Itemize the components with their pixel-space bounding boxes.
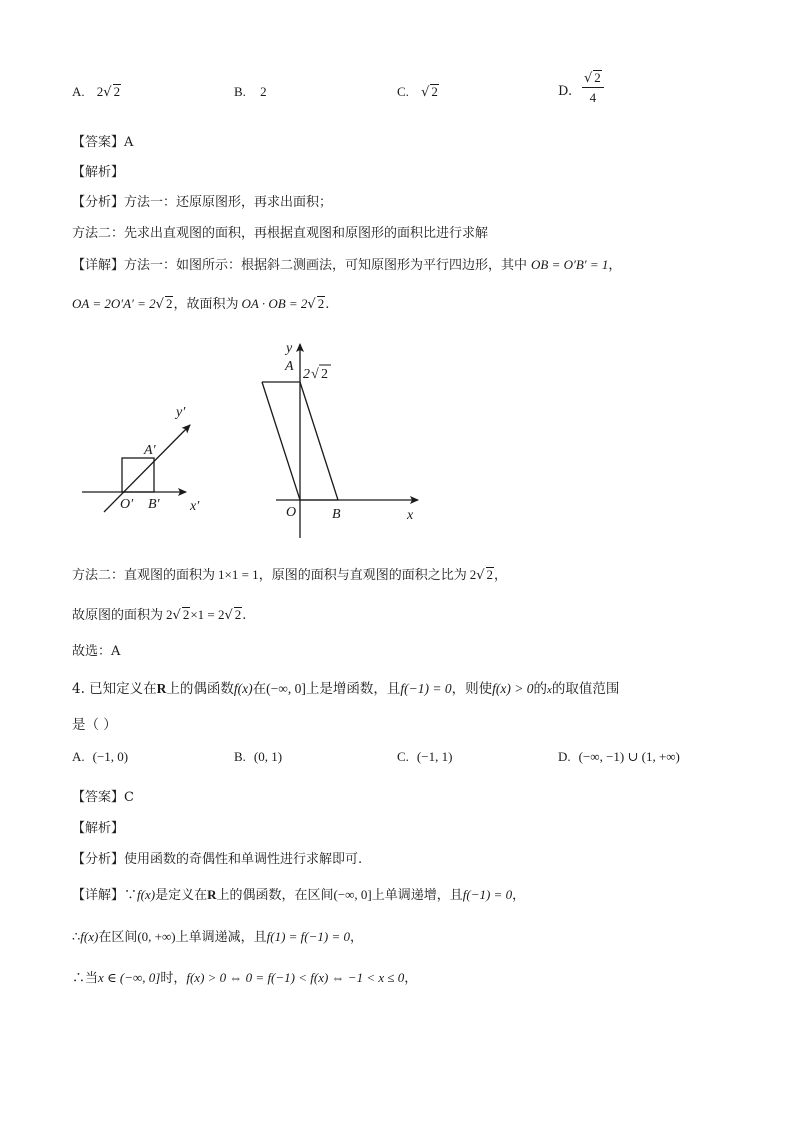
q4-detail-line2 — [72, 926, 363, 945]
detail-text: 【详解】方法一：如图所示：根据斜二测画法，可知原图形为平行四边形，其中 — [72, 258, 528, 273]
detail-equation: OA = 2O′A′ = 2 — [72, 296, 156, 311]
q4-inequality: f(x) > 0 — [492, 681, 534, 696]
q4-detail-condition: x ∈ (−∞, 0] — [98, 970, 161, 985]
q4-detail-text: ， — [404, 971, 418, 986]
q4-interval: (−∞, 0] — [266, 681, 306, 696]
sqrt-sign: √ — [584, 71, 593, 86]
sqrt-sign: √ — [224, 608, 233, 623]
option-label: A. — [72, 749, 85, 764]
q4-detail-interval: (0, +∞) — [137, 929, 176, 944]
q4-variable: x — [546, 684, 552, 696]
q4-detail-equation: f(1) = f(−1) = 0 — [266, 929, 350, 944]
q4-stem-line2: 是（ ） — [72, 717, 117, 733]
detail-end: ， — [608, 258, 622, 273]
q4-detail-line3 — [72, 967, 417, 986]
sqrt-sign: √ — [103, 85, 112, 100]
method2-text: ，原图的面积与直观图的面积之比为 — [258, 568, 467, 583]
detail-text: ，故面积为 — [173, 297, 239, 312]
q4-text: ，则使 — [451, 681, 493, 697]
q4-text: 4. 已知定义在 — [72, 681, 157, 697]
option-label: C. — [397, 84, 409, 99]
option-value: (−1, 0) — [92, 749, 129, 764]
q3-detail-line1 — [72, 254, 621, 273]
method2-coef: 2 — [469, 567, 477, 582]
q4-option-d — [558, 749, 680, 765]
point-a-label: A — [285, 359, 294, 374]
q4-detail-text: 上的偶函数，在区间 — [216, 888, 334, 903]
option-value: (−∞, −1) ∪ (1, +∞) — [578, 749, 680, 764]
radicand: 2 — [431, 84, 438, 99]
sqrt-sign: √ — [172, 608, 181, 623]
method2-equation: ×1 = 2 — [190, 607, 225, 622]
option-label: D. — [558, 749, 571, 764]
q4-detail-text: ， — [349, 930, 363, 945]
sqrt-sign: √ — [476, 568, 485, 583]
q3-analysis-heading: 【解析】 — [72, 165, 125, 180]
q3-method2-intro: 方法二：先求出直观图的面积，再根据直观图和原图形的面积比进行求解 — [72, 226, 489, 241]
q3-option-d-fraction — [582, 70, 604, 106]
q4-detail-function: f(x) — [80, 929, 99, 944]
intuitive-figure — [82, 405, 200, 514]
q4-equation: f(−1) = 0 — [400, 681, 452, 696]
origin-prime-label: O′ — [120, 497, 134, 512]
point-b-prime-label: B′ — [148, 497, 160, 512]
sqrt-sign: √ — [421, 85, 430, 100]
option-value: (−1, 1) — [416, 749, 453, 764]
q3-detail-line2 — [72, 293, 329, 312]
denominator: 4 — [589, 90, 597, 105]
q4-detail-function: f(x) — [137, 887, 156, 902]
option-value: (0, 1) — [253, 749, 283, 764]
q4-detail-text: 【详解】∵ — [72, 888, 138, 903]
radicand: 2 — [234, 607, 242, 622]
method2-end: ， — [494, 568, 508, 583]
q4-detail-text: ∴ — [72, 930, 81, 945]
q4-detail-text: ， — [512, 888, 526, 903]
option-label: A. — [72, 84, 85, 99]
detail-end: . — [325, 297, 330, 312]
origin-label: O — [286, 505, 297, 520]
sqrt-sign: √ — [155, 297, 164, 312]
radicand: 2 — [182, 607, 190, 622]
detail-equation: OA · OB = 2 — [241, 296, 308, 311]
q4-detail-equation: f(−1) = 0 — [462, 887, 513, 902]
q4-fenxi: 【分析】使用函数的奇偶性和单调性进行求解即可. — [72, 852, 363, 867]
q3-option-b — [234, 84, 267, 100]
square-shape — [122, 458, 154, 492]
q4-set-r: R — [156, 681, 167, 696]
q4-detail-text: ∴当 — [72, 971, 99, 986]
q4-text: 在 — [252, 681, 267, 697]
q4-text: 上是增函数，且 — [305, 681, 401, 697]
q4-detail-text: 是定义在 — [155, 888, 208, 903]
q4-option-b — [234, 749, 282, 765]
point-a-prime-label: A′ — [144, 443, 156, 458]
method2-text: 方法二：直观图的面积为 — [72, 568, 216, 583]
original-figure — [262, 341, 418, 538]
q3-figure — [0, 330, 794, 560]
method2-end: . — [242, 608, 247, 623]
q4-detail-interval: (−∞, 0] — [333, 887, 372, 902]
q4-set-r: R — [207, 887, 217, 902]
option-coef: 2 — [96, 84, 104, 99]
q3-select: 故选：A — [72, 644, 121, 659]
q4-text: 的取值范围 — [551, 681, 620, 697]
radicand: 2 — [165, 296, 173, 311]
q4-stem-line1 — [72, 677, 619, 697]
q4-answer: 【答案】C — [72, 790, 134, 805]
radicand: 2 — [317, 296, 325, 311]
q4-analysis-heading: 【解析】 — [72, 821, 125, 836]
q3-fenxi: 【分析】方法一：还原原图形，再求出面积； — [72, 195, 333, 210]
radicand: 2 — [113, 84, 121, 99]
option-value: 2 — [260, 84, 267, 99]
x-prime-label: x′ — [190, 499, 200, 514]
sqrt-sign: √ — [307, 297, 316, 312]
q4-option-c — [397, 749, 452, 765]
q4-detail-text: 上单调递增，且 — [371, 888, 463, 903]
q4-detail-text: 在区间 — [98, 930, 138, 945]
detail-equation: OB = O′B′ = 1 — [531, 257, 609, 272]
point-b-label: B — [332, 507, 341, 522]
q4-detail-line1 — [72, 884, 525, 903]
q4-option-a — [72, 749, 128, 765]
q4-text: 的 — [533, 681, 547, 697]
method2-text: 故原图的面积为 — [72, 608, 164, 623]
height-rad-label: 2 — [321, 367, 328, 382]
option-label: C. — [397, 749, 409, 764]
q4-detail-text: 上单调递减，且 — [175, 930, 267, 945]
method2-equation: 1×1 = 1 — [218, 567, 259, 582]
radicand: 2 — [486, 567, 493, 582]
q4-detail-equation: f(x) > 0 ⇔ 0 = f(−1) < f(x) ⇔ −1 < x ≤ 0 — [186, 970, 405, 985]
option-label: B. — [234, 84, 246, 99]
q3-option-d-label: D. — [558, 84, 573, 99]
q4-function: f(x) — [233, 681, 253, 696]
y-prime-label: y′ — [176, 405, 186, 420]
q4-detail-text: 时， — [160, 971, 187, 986]
q3-option-a — [72, 84, 121, 100]
q3-answer: 【答案】A — [72, 135, 134, 150]
y-prime-axis — [104, 425, 190, 512]
height-sqrt-sign: √ — [311, 367, 319, 382]
q3-method2-line2 — [72, 604, 246, 623]
q4-text: 上的偶函数 — [166, 681, 234, 697]
y-axis-label: y — [286, 341, 293, 356]
x-axis-label: x — [407, 508, 414, 523]
height-coef-label: 2 — [303, 367, 310, 382]
q3-option-c — [397, 84, 439, 100]
q3-method2-line1 — [72, 564, 507, 583]
numerator-radicand: 2 — [594, 70, 601, 85]
option-label: B. — [234, 749, 246, 764]
method2-coef: 2 — [166, 607, 173, 622]
